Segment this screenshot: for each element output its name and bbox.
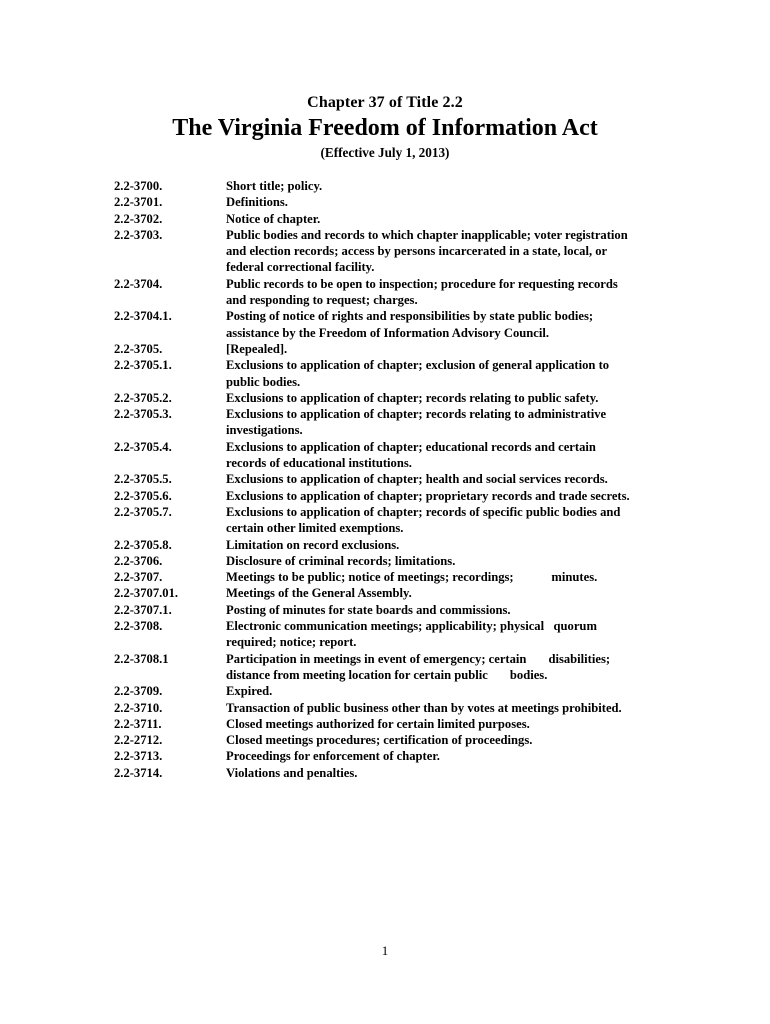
- section-number: 2.2-3701.: [114, 195, 163, 210]
- section-number: 2.2-3707.1.: [114, 602, 172, 617]
- section-title-line: Public bodies and records to which chapter inapplicable; voter registration: [226, 227, 628, 242]
- section-entry: [114, 488, 694, 504]
- section-title-line: Exclusions to application of chapter; proprietary records and trade secrets.: [226, 488, 630, 503]
- table-of-contents: [114, 178, 694, 781]
- section-title: [226, 683, 694, 699]
- section-entry: [114, 765, 694, 781]
- section-number: 2.2-3707.01.: [114, 586, 179, 601]
- section-entry: [114, 211, 694, 227]
- section-title: [226, 537, 694, 553]
- section-title: [226, 553, 694, 569]
- section-title-line: Notice of chapter.: [226, 211, 321, 226]
- section-entry: [114, 406, 694, 439]
- section-title: [226, 732, 694, 748]
- section-entry: [114, 357, 694, 390]
- document-title: The Virginia Freedom of Information Act: [172, 115, 598, 141]
- section-title: [226, 602, 694, 618]
- section-title-line: Exclusions to application of chapter; health and social services records.: [226, 472, 608, 487]
- section-entry: [114, 618, 694, 651]
- section-title-line: Exclusions to application of chapter; records relating to administrative: [226, 407, 607, 422]
- section-number: 2.2-3705.7.: [114, 504, 172, 519]
- section-entry: [114, 569, 694, 585]
- section-title: [226, 585, 694, 601]
- section-title-line: Closed meetings authorized for certain limited purposes.: [226, 716, 530, 731]
- section-number: 2.2-3705.: [114, 341, 163, 356]
- section-title-line: Participation in meetings in event of emergency; certain disabilities;: [226, 651, 611, 666]
- section-number: 2.2-3711.: [114, 716, 162, 731]
- section-title-line: assistance by the Freedom of Information Advisory Council.: [226, 325, 550, 340]
- section-entry: [114, 683, 694, 699]
- section-title: [226, 308, 694, 341]
- section-title-line: Posting of notice of rights and responsibilities by state public bodies;: [226, 309, 594, 324]
- section-title-line: [Repealed].: [226, 341, 288, 356]
- section-number: 2.2-3705.2.: [114, 390, 172, 405]
- effective-date: (Effective July 1, 2013): [320, 145, 450, 160]
- section-title: [226, 716, 694, 732]
- section-title-line: certain other limited exemptions.: [226, 521, 404, 536]
- section-title-line: Exclusions to application of chapter; exclusion of general application to: [226, 358, 610, 373]
- section-entry: [114, 716, 694, 732]
- section-title-line: and responding to request; charges.: [226, 293, 418, 308]
- section-title-line: Closed meetings procedures; certification of proceedings.: [226, 733, 533, 748]
- section-entry: [114, 537, 694, 553]
- section-title-line: Disclosure of criminal records; limitations.: [226, 553, 456, 568]
- page-number: 1: [381, 943, 389, 958]
- section-number: 2.2-3705.6.: [114, 488, 172, 503]
- section-number: 2.2-3705.3.: [114, 407, 172, 422]
- section-title: [226, 471, 694, 487]
- section-title: [226, 618, 694, 651]
- section-title: [226, 488, 694, 504]
- section-title-line: Proceedings for enforcement of chapter.: [226, 749, 440, 764]
- section-entry: [114, 439, 694, 472]
- section-number: 2.2-3704.: [114, 276, 163, 291]
- section-title: [226, 406, 694, 439]
- section-number: 2.2-3703.: [114, 227, 163, 242]
- section-title-line: Exclusions to application of chapter; records relating to public safety.: [226, 390, 599, 405]
- section-title: [226, 211, 694, 227]
- section-entry: [114, 553, 694, 569]
- section-number: 2.2-3705.5.: [114, 472, 172, 487]
- section-number: 2.2-3704.1.: [114, 309, 172, 324]
- section-title-line: records of educational institutions.: [226, 456, 412, 471]
- section-title-line: Transaction of public business other than by votes at meetings prohibited.: [226, 700, 622, 715]
- section-title: [226, 700, 694, 716]
- section-number: 2.2-3710.: [114, 700, 163, 715]
- section-title: [226, 357, 694, 390]
- section-title-line: Definitions.: [226, 195, 288, 210]
- section-title: [226, 651, 694, 684]
- section-title-line: Exclusions to application of chapter; educational records and certain: [226, 439, 596, 454]
- section-title-line: Exclusions to application of chapter; records of specific public bodies and: [226, 504, 621, 519]
- section-number: 2.2-3705.4.: [114, 439, 172, 454]
- section-number: 2.2-3709.: [114, 684, 163, 699]
- section-entry: [114, 748, 694, 764]
- section-entry: [114, 390, 694, 406]
- section-entry: [114, 308, 694, 341]
- section-entry: [114, 471, 694, 487]
- section-title: [226, 276, 694, 309]
- section-title-line: Expired.: [226, 684, 273, 699]
- section-title: [226, 765, 694, 781]
- section-title-line: Posting of minutes for state boards and commissions.: [226, 602, 511, 617]
- section-number: 2.2-3708.1: [114, 651, 169, 666]
- section-entry: [114, 732, 694, 748]
- section-number: 2.2-3702.: [114, 211, 163, 226]
- section-title-line: Meetings to be public; notice of meetings; recordings; minutes.: [226, 570, 598, 585]
- section-number: 2.2-3708.: [114, 619, 163, 634]
- section-title-line: public bodies.: [226, 374, 301, 389]
- section-number: 2.2-3713.: [114, 749, 163, 764]
- section-title-line: Public records to be open to inspection; procedure for requesting records: [226, 276, 618, 291]
- section-title: [226, 341, 694, 357]
- section-title: [226, 439, 694, 472]
- section-entry: [114, 178, 694, 194]
- section-title: [226, 569, 694, 585]
- section-title-line: Electronic communication meetings; applicability; physical quorum: [226, 619, 597, 634]
- section-title: [226, 504, 694, 537]
- section-title-line: Short title; policy.: [226, 179, 323, 193]
- section-title: [226, 178, 694, 194]
- section-title-line: and election records; access by persons incarcerated in a state, local, or: [226, 244, 608, 259]
- section-number: 2.2-3714.: [114, 765, 163, 780]
- section-title-line: investigations.: [226, 423, 303, 438]
- section-title: [226, 194, 694, 210]
- section-number: 2.2-3707.: [114, 570, 163, 585]
- section-entry: [114, 341, 694, 357]
- section-title: [226, 227, 694, 276]
- section-title-line: Meetings of the General Assembly.: [226, 586, 412, 601]
- section-title-line: required; notice; report.: [226, 635, 357, 650]
- section-number: 2.2-2712.: [114, 733, 163, 748]
- section-title-line: distance from meeting location for certain public bodies.: [226, 667, 548, 682]
- section-entry: [114, 585, 694, 601]
- section-title: [226, 390, 694, 406]
- section-entry: [114, 504, 694, 537]
- section-title: [226, 748, 694, 764]
- section-number: 2.2-3705.8.: [114, 537, 172, 552]
- section-entry: [114, 651, 694, 684]
- section-entry: [114, 227, 694, 276]
- section-title-line: federal correctional facility.: [226, 260, 375, 275]
- section-entry: [114, 276, 694, 309]
- section-title-line: Violations and penalties.: [226, 765, 358, 780]
- section-number: 2.2-3706.: [114, 553, 163, 568]
- chapter-heading: Chapter 37 of Title 2.2: [307, 94, 463, 111]
- section-entry: [114, 700, 694, 716]
- section-number: 2.2-3700.: [114, 179, 163, 193]
- section-entry: [114, 602, 694, 618]
- section-entry: [114, 194, 694, 210]
- section-title-line: Limitation on record exclusions.: [226, 537, 400, 552]
- section-number: 2.2-3705.1.: [114, 358, 172, 373]
